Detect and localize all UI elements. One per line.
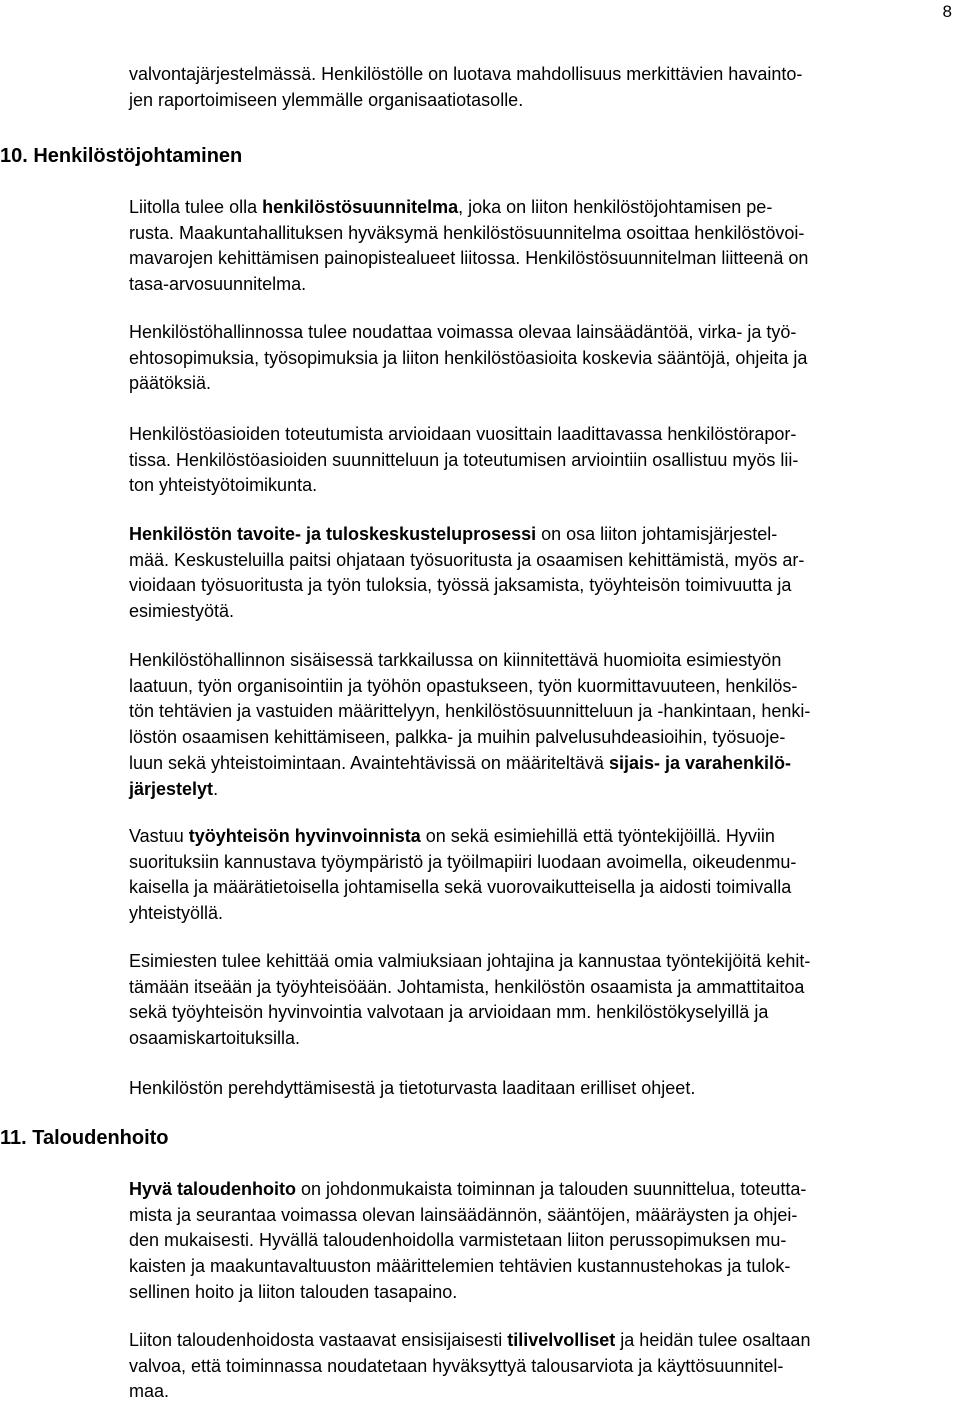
line: Henkilöstöhallinnossa tulee noudattaa voimassa olevaa lainsäädäntöä, virka- ja työ-: [129, 322, 797, 342]
text: Liiton taloudenhoidosta vastaavat ensisijaisesti: [129, 1330, 508, 1350]
paragraph-perehdyttaminen: [129, 1076, 957, 1102]
line: Esimiesten tulee kehittää omia valmiuksiaan johtajina ja kannustaa työntekijöitä kehit-: [129, 951, 811, 971]
line: Henkilöstöhallinnon sisäisessä tarkkailussa on kiinnitettävä huomioita esimiestyön: [129, 650, 782, 670]
text: on johdonmukaista toiminnan ja talouden suunnittelua, toteutta-: [296, 1179, 807, 1199]
intro-paragraph: [129, 62, 957, 113]
line: päätöksiä.: [129, 373, 212, 394]
paragraph-tilivelvolliset: [129, 1328, 957, 1405]
line: yhteistyöllä.: [129, 903, 224, 924]
section-heading-henkilostojohtaminen: 10. Henkilöstöjohtaminen: [0, 145, 243, 167]
section-heading-taloudenhoito: 11. Taloudenhoito: [0, 1127, 169, 1149]
text: , joka on liiton henkilöstöjohtamisen pe-: [458, 197, 773, 217]
line: kaisten ja maakuntavaltuuston määrittelemien tehtävien kustannustehokas ja tulok-: [129, 1256, 791, 1277]
line: tämään itseään ja työyhteisöään. Johtamista, henkilöstön osaamista ja ammattitaitoa: [129, 976, 805, 997]
line: tön tehtävien ja vastuiden määrittelyyn, henkilöstösuunnitteluun ja -hankintaan, henki-: [129, 701, 811, 722]
paragraph-esimiehet: [129, 949, 957, 1052]
line: laatuun, työn organisointiin ja työhön opastukseen, työn kuormittavuuteen, henkilös-: [129, 675, 798, 696]
bold-term: tilivelvolliset: [507, 1330, 616, 1350]
line: sekä työyhteisön hyvinvointia valvotaan ja arvioidaan mm. henkilöstökyselyillä ja: [129, 1002, 769, 1023]
text: Vastuu: [129, 826, 189, 846]
line: sellinen hoito ja liiton talouden tasapaino.: [129, 1281, 458, 1302]
line: rusta. Maakuntahallituksen hyväksymä henkilöstösuunnitelma osoittaa henkilöstövoi-: [129, 222, 805, 243]
line: valvoa, että toiminnassa noudatetaan hyväksyttyä talousarviota ja käyttösuunnitel-: [129, 1355, 784, 1376]
line: kaisella ja määrätietoisella johtamisella sekä vuorovaikutteisella ja aidosti toimivalla: [129, 877, 792, 898]
line: mista ja seurantaa voimassa olevan lainsäädännön, sääntöjen, määräysten ja ohjei-: [129, 1204, 798, 1225]
line: jen raportoimiseen ylemmälle organisaatiotasolle.: [129, 89, 524, 110]
page-number: 8: [942, 2, 952, 21]
line: esimiestyötä.: [129, 601, 235, 622]
line: tissa. Henkilöstöasioiden suunnitteluun ja toteutumisen arviointiin osallistuu myös lii-: [129, 449, 799, 470]
bold-term: työyhteisön hyvinvoinnista: [188, 826, 421, 846]
line: den mukaisesti. Hyvällä taloudenhoidolla varmistetaan liiton perussopimuksen mu-: [129, 1230, 787, 1251]
line: suorituksiin kannustava työympäristö ja työilmapiiri luodaan avoimella, oikeudenmu-: [129, 851, 797, 872]
paragraph-tyoyhteison-hyvinvointi: [129, 824, 957, 927]
line: löstön osaamisen kehittämiseen, palkka- ja muihin palvelusuhdeasioihin, työsuoje-: [129, 727, 786, 748]
paragraph-henkilostohallinto: [129, 320, 957, 397]
line: Henkilöstöasioiden toteutumista arvioidaan vuosittain laadittavassa henkilöstörapor-: [129, 424, 797, 444]
paragraph-henkilostosuunnitelma: [129, 195, 957, 298]
text: luun sekä yhteistoimintaan. Avaintehtävissä on määriteltävä: [129, 752, 609, 773]
text: on osa liiton johtamisjärjestel-: [536, 524, 778, 544]
line: valvontajärjestelmässä. Henkilöstölle on luotava mahdollisuus merkittävien havainto-: [129, 64, 803, 84]
bold-term: Hyvä taloudenhoito: [129, 1179, 297, 1199]
line: ehtosopimuksia, työsopimuksia ja liiton henkilöstöasioita koskevia sääntöjä, ohjeita ja: [129, 347, 808, 368]
line: tasa-arvosuunnitelma.: [129, 274, 307, 295]
line: vioidaan työsuoritusta ja työn tuloksia, työssä jaksamista, työyhteisön toimivuutta ja: [129, 575, 792, 596]
paragraph-tuloskeskustelut: [129, 522, 957, 625]
line: mavarojen kehittämisen painopistealueet liitossa. Henkilöstösuunnitelman liitteenä on: [129, 248, 809, 269]
line: maa.: [129, 1381, 170, 1402]
bold-term: sijais- ja varahenkilö-: [608, 752, 792, 773]
bold-term: järjestelyt: [129, 778, 214, 799]
line: osaamiskartoituksilla.: [129, 1028, 301, 1049]
paragraph-hyva-taloudenhoito: [129, 1177, 957, 1306]
bold-term: henkilöstösuunnitelma: [262, 197, 459, 217]
paragraph-henkilostoraportti: [129, 422, 957, 499]
text: ja heidän tulee osaltaan: [615, 1330, 811, 1350]
text: Liitolla tulee olla: [129, 197, 263, 217]
bold-term: Henkilöstön tavoite- ja tuloskeskusteluprosessi: [129, 524, 537, 544]
line: Henkilöstön perehdyttämisestä ja tietoturvasta laaditaan erilliset ohjeet.: [129, 1078, 696, 1098]
text: .: [213, 778, 219, 799]
line: ton yhteistyötoimikunta.: [129, 475, 318, 496]
text: on sekä esimiehillä että työntekijöillä. Hyviin: [420, 826, 775, 846]
paragraph-sisainen-tarkkailu: [129, 648, 957, 802]
line: mää. Keskusteluilla paitsi ohjataan työsuoritusta ja osaamisen kehittämistä, myös ar-: [129, 549, 805, 570]
